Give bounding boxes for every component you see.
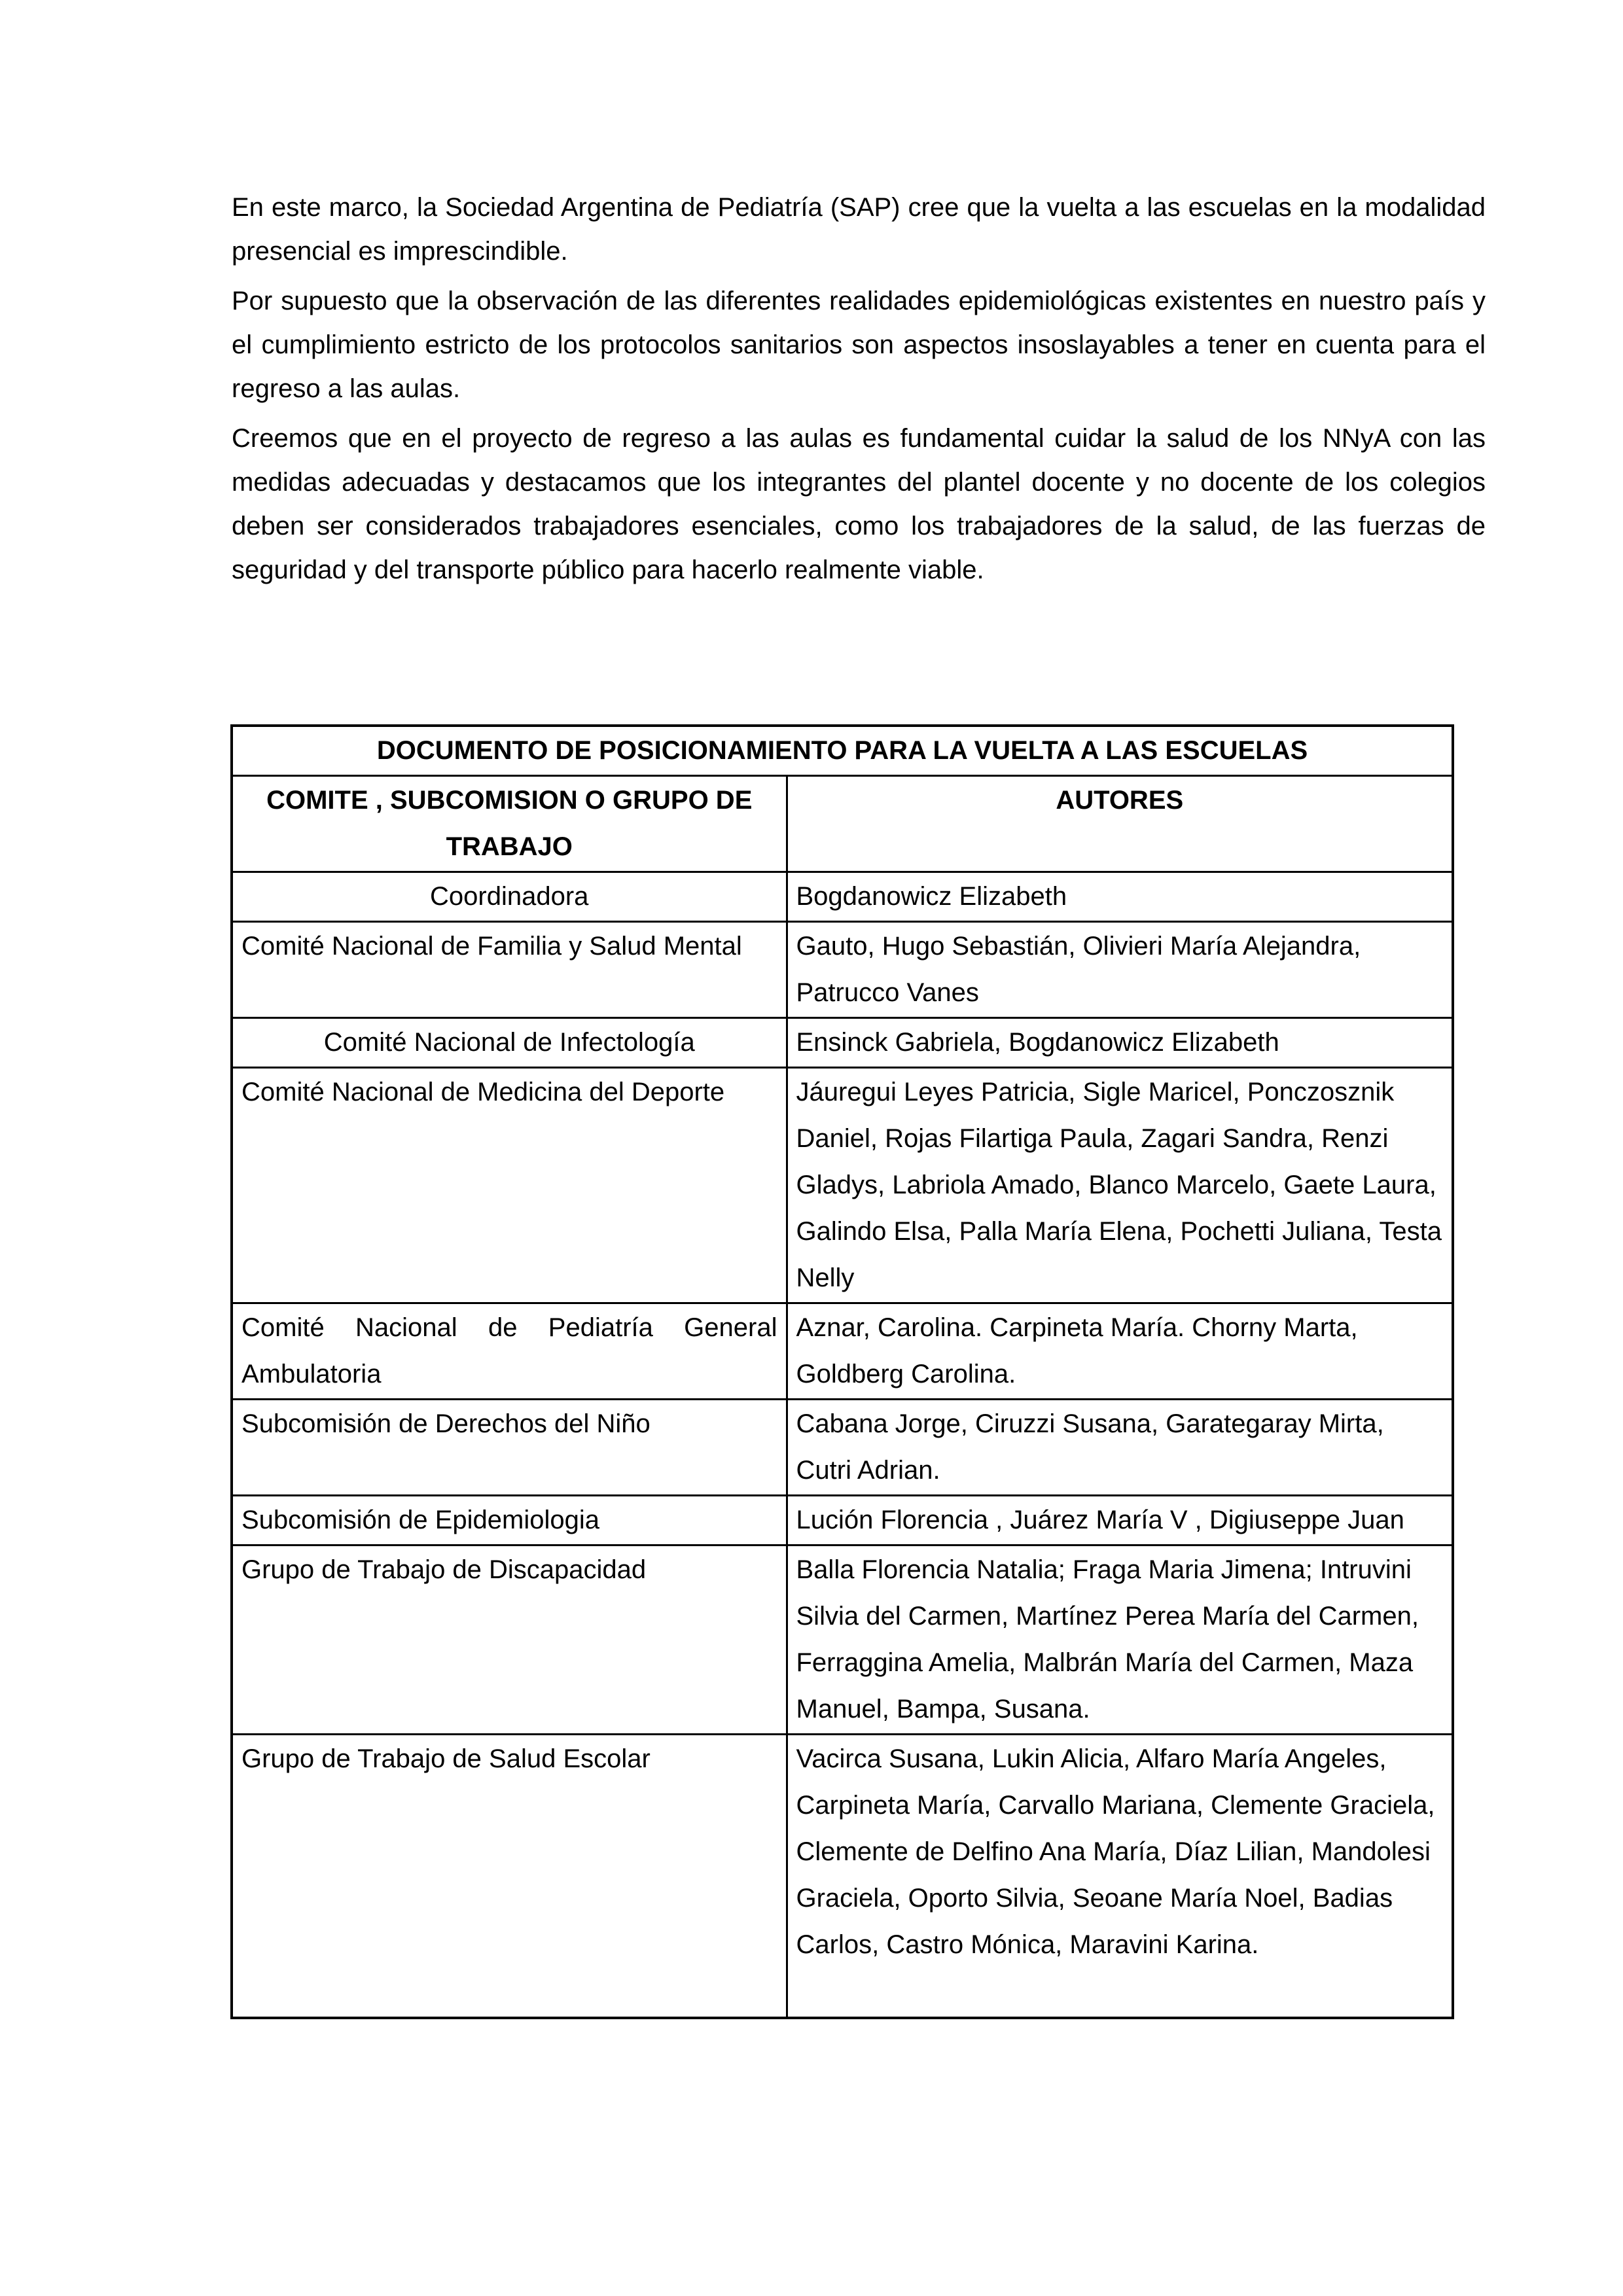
authors-cell: Aznar, Carolina. Carpineta María. Chorny Marta, Goldberg Carolina. bbox=[787, 1303, 1453, 1400]
committee-cell: Subcomisión de Derechos del Niño bbox=[232, 1400, 787, 1496]
position-document-table bbox=[230, 724, 1454, 2019]
table-title: DOCUMENTO DE POSICIONAMIENTO PARA LA VUELTA A LAS ESCUELAS bbox=[232, 726, 1453, 776]
table-row bbox=[232, 922, 1453, 1018]
table-body bbox=[232, 872, 1453, 2019]
committee-cell: Grupo de Trabajo de Salud Escolar bbox=[232, 1735, 787, 2019]
table-row bbox=[232, 1018, 1453, 1068]
table-row bbox=[232, 1400, 1453, 1496]
committee-cell: Grupo de Trabajo de Discapacidad bbox=[232, 1545, 787, 1735]
committee-cell: Comité Nacional de Infectología bbox=[232, 1018, 787, 1068]
committee-cell: Subcomisión de Epidemiologia bbox=[232, 1496, 787, 1545]
table-row bbox=[232, 1545, 1453, 1735]
column-header-authors: AUTORES bbox=[787, 776, 1453, 872]
committee-cell: Comité Nacional de Familia y Salud Mental bbox=[232, 922, 787, 1018]
authors-cell: Cabana Jorge, Ciruzzi Susana, Garategaray Mirta, Cutri Adrian. bbox=[787, 1400, 1453, 1496]
table-title-row bbox=[232, 726, 1453, 776]
committee-cell: Comité Nacional de Medicina del Deporte bbox=[232, 1068, 787, 1303]
paragraph-1: En este marco, la Sociedad Argentina de Pediatría (SAP) cree que la vuelta a las escuelas en la modalidad presencial es imprescindible. bbox=[232, 193, 1486, 266]
intro-paragraphs bbox=[232, 186, 1486, 598]
table-row bbox=[232, 1735, 1453, 2019]
committee-cell: Coordinadora bbox=[232, 872, 787, 922]
authors-cell: Ensinck Gabriela, Bogdanowicz Elizabeth bbox=[787, 1018, 1453, 1068]
table-header-row bbox=[232, 776, 1453, 872]
authors-cell: Jáuregui Leyes Patricia, Sigle Maricel, Ponczosznik Daniel, Rojas Filartiga Paula, Zagari Sandra, Renzi Gladys, Labriola Amado, Blanco Marcelo, Gaete Laura, Galindo Elsa, Palla María Elena, Pochetti Juliana, Testa Nelly bbox=[787, 1068, 1453, 1303]
table-row bbox=[232, 1496, 1453, 1545]
table-row bbox=[232, 1303, 1453, 1400]
table-row bbox=[232, 1068, 1453, 1303]
table-row bbox=[232, 872, 1453, 922]
authors-cell: Gauto, Hugo Sebastián, Olivieri María Alejandra, Patrucco Vanes bbox=[787, 922, 1453, 1018]
authors-cell: Lución Florencia , Juárez María V , Digiuseppe Juan bbox=[787, 1496, 1453, 1545]
paragraph-3: Creemos que en el proyecto de regreso a las aulas es fundamental cuidar la salud de los NNyA con las medidas adecuadas y destacamos que los integrantes del plantel docente y no docente de los colegios deben ser considerados trabajadores esenciales, como los trabajadores de la salud, de las fuerzas de seguridad y del transporte público para hacerlo realmente viable. bbox=[232, 424, 1486, 584]
committee-cell: Comité Nacional de Pediatría General Ambulatoria bbox=[232, 1303, 787, 1400]
authors-cell: Balla Florencia Natalia; Fraga Maria Jimena; Intruvini Silvia del Carmen, Martínez Perea María del Carmen, Ferraggina Amelia, Malbrán María del Carmen, Maza Manuel, Bampa, Susana. bbox=[787, 1545, 1453, 1735]
authors-cell: Vacirca Susana, Lukin Alicia, Alfaro María Angeles, Carpineta María, Carvallo Mariana, Clemente Graciela, Clemente de Delfino Ana María, Díaz Lilian, Mandolesi Graciela, Oporto Silvia, Seoane María Noel, Badias Carlos, Castro Mónica, Maravini Karina. bbox=[787, 1735, 1453, 2019]
authors-cell: Bogdanowicz Elizabeth bbox=[787, 872, 1453, 922]
paragraph-2: Por supuesto que la observación de las diferentes realidades epidemiológicas existentes en nuestro país y el cumplimiento estricto de los protocolos sanitarios son aspectos insoslayables a tener en cuenta para el regreso a las aulas. bbox=[232, 287, 1486, 403]
column-header-committee: COMITE , SUBCOMISION O GRUPO DE TRABAJO bbox=[232, 776, 787, 872]
